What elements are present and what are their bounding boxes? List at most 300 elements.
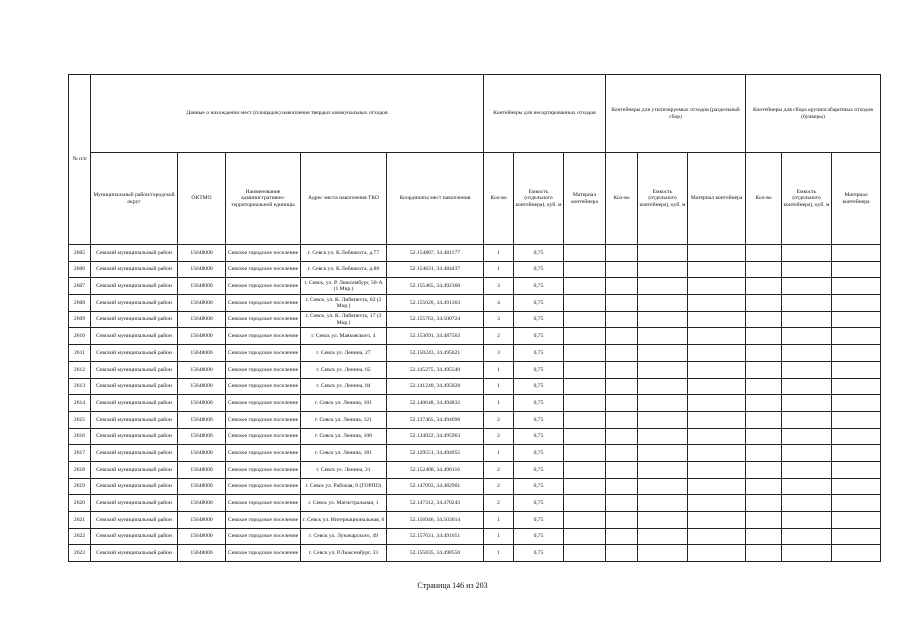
row-unsorted-count: 2 [484, 428, 514, 445]
row-unsorted-count: 1 [484, 445, 514, 462]
header-group-unsorted: Контейнеры для несортированных отходов [484, 75, 606, 153]
row-number: 2607 [69, 278, 91, 295]
row-recycled-capacity [638, 445, 688, 462]
row-unsorted-material [564, 495, 606, 512]
row-settlement: Севское городское поселение [226, 261, 301, 278]
row-recycled-count [606, 261, 638, 278]
row-unsorted-material [564, 345, 606, 362]
row-recycled-material [688, 445, 746, 462]
row-recycled-count [606, 461, 638, 478]
row-bulky-capacity [782, 411, 832, 428]
row-unsorted-count: 1 [484, 378, 514, 395]
row-coords: 52.145275, 34.495540 [387, 361, 484, 378]
row-recycled-material [688, 245, 746, 262]
row-district: Севский муниципальный район [91, 495, 178, 512]
row-district: Севский муниципальный район [91, 311, 178, 328]
row-number: 2616 [69, 428, 91, 445]
row-unsorted-count: 2 [484, 411, 514, 428]
row-district: Севский муниципальный район [91, 545, 178, 562]
row-number: 2613 [69, 378, 91, 395]
table-row [69, 245, 881, 262]
row-coords: 52.157631, 34.491651 [387, 528, 484, 545]
row-coords: 52.140648, 34.494832 [387, 395, 484, 412]
row-bulky-count [746, 278, 782, 295]
row-district: Севский муниципальный район [91, 361, 178, 378]
row-unsorted-count: 3 [484, 278, 514, 295]
row-bulky-material [832, 361, 881, 378]
row-unsorted-material [564, 445, 606, 462]
row-unsorted-capacity: 0,75 [514, 495, 564, 512]
row-bulky-capacity [782, 528, 832, 545]
table-row [69, 428, 881, 445]
row-recycled-count [606, 495, 638, 512]
row-bulky-material [832, 328, 881, 345]
row-address: г. Севск, ул. К. Либкнехта, 62 (2 Мкр.) [301, 295, 387, 312]
row-recycled-count [606, 361, 638, 378]
row-settlement: Севское городское поселение [226, 512, 301, 529]
row-address: г. Севск ул. Ленина, 108 [301, 428, 387, 445]
row-coords: 52.154807, 34.481177 [387, 245, 484, 262]
row-unsorted-material [564, 295, 606, 312]
row-unsorted-count: 1 [484, 528, 514, 545]
row-unsorted-count: 1 [484, 261, 514, 278]
row-bulky-count [746, 445, 782, 462]
row-bulky-material [832, 495, 881, 512]
row-recycled-capacity [638, 411, 688, 428]
row-bulky-material [832, 261, 881, 278]
row-coords: 52.129551, 34.494955 [387, 445, 484, 462]
row-address: г. Севск ул. Рабочая, 9 (ГОРПО) [301, 478, 387, 495]
header-district: Муниципальный район/городской округ [91, 153, 178, 245]
row-address: г. Севск ул. Ленина, 27 [301, 345, 387, 362]
row-address: г. Севск ул. Ленина, 121 [301, 411, 387, 428]
row-bulky-material [832, 528, 881, 545]
row-recycled-material [688, 311, 746, 328]
row-bulky-count [746, 411, 782, 428]
table-row [69, 395, 881, 412]
row-recycled-material [688, 361, 746, 378]
row-unsorted-material [564, 545, 606, 562]
row-recycled-material [688, 545, 746, 562]
header-num: № п/п [69, 75, 91, 245]
table-header [69, 75, 881, 245]
header-address: Адрес места накопления ТКО [301, 153, 387, 245]
row-bulky-material [832, 345, 881, 362]
row-unsorted-material [564, 311, 606, 328]
waste-sites-table [68, 74, 881, 562]
row-settlement: Севское городское поселение [226, 328, 301, 345]
row-unsorted-capacity: 0,75 [514, 545, 564, 562]
row-recycled-material [688, 528, 746, 545]
row-unsorted-count: 1 [484, 361, 514, 378]
row-unsorted-material [564, 411, 606, 428]
row-district: Севский муниципальный район [91, 328, 178, 345]
row-recycled-capacity [638, 495, 688, 512]
row-coords: 52.152408, 34.496116 [387, 461, 484, 478]
row-coords: 52.137465, 34.494696 [387, 411, 484, 428]
row-number: 2609 [69, 311, 91, 328]
row-recycled-material [688, 495, 746, 512]
row-unsorted-material [564, 378, 606, 395]
row-district: Севский муниципальный район [91, 295, 178, 312]
row-bulky-count [746, 512, 782, 529]
header-group-location: Данные о нахождении мест (площадок) накопления твердых коммунальных отходов [91, 75, 484, 153]
row-oktmo: 15648000 [178, 311, 226, 328]
row-address: г. Севск, ул. Р. Люксембург, 56-А (1 Мкр.) [301, 278, 387, 295]
row-district: Севский муниципальный район [91, 528, 178, 545]
row-oktmo: 15648000 [178, 445, 226, 462]
table-row [69, 278, 881, 295]
row-district: Севский муниципальный район [91, 478, 178, 495]
row-recycled-count [606, 545, 638, 562]
row-oktmo: 15648000 [178, 478, 226, 495]
row-oktmo: 15648000 [178, 512, 226, 529]
row-bulky-capacity [782, 378, 832, 395]
row-recycled-count [606, 512, 638, 529]
row-bulky-count [746, 395, 782, 412]
row-unsorted-material [564, 261, 606, 278]
row-bulky-count [746, 361, 782, 378]
row-coords: 52.156946, 34.503014 [387, 512, 484, 529]
row-recycled-material [688, 328, 746, 345]
row-number: 2621 [69, 512, 91, 529]
row-unsorted-count: 2 [484, 328, 514, 345]
row-recycled-material [688, 512, 746, 529]
row-unsorted-capacity: 0,75 [514, 512, 564, 529]
row-oktmo: 15648000 [178, 395, 226, 412]
row-settlement: Севское городское поселение [226, 395, 301, 412]
row-recycled-count [606, 428, 638, 445]
row-oktmo: 15648000 [178, 278, 226, 295]
row-oktmo: 15648000 [178, 361, 226, 378]
table-row [69, 295, 881, 312]
row-coords: 52.155763, 34.500724 [387, 311, 484, 328]
registry-sheet [68, 74, 881, 562]
row-recycled-material [688, 478, 746, 495]
table-row [69, 528, 881, 545]
table-row [69, 361, 881, 378]
row-recycled-material [688, 345, 746, 362]
row-unsorted-material [564, 278, 606, 295]
row-coords: 52.155620, 34.491363 [387, 295, 484, 312]
row-recycled-capacity [638, 478, 688, 495]
row-oktmo: 15648000 [178, 345, 226, 362]
row-bulky-capacity [782, 478, 832, 495]
row-oktmo: 15648000 [178, 428, 226, 445]
row-number: 2614 [69, 395, 91, 412]
row-coords: 52.141240, 34.495828 [387, 378, 484, 395]
row-oktmo: 15648000 [178, 245, 226, 262]
row-unsorted-capacity: 0,75 [514, 361, 564, 378]
row-number: 2611 [69, 345, 91, 362]
header-group-bulky: Контейнеры для сбора крупногабаритных отходов (бункеры) [746, 75, 881, 153]
row-recycled-count [606, 328, 638, 345]
row-unsorted-capacity: 0,75 [514, 295, 564, 312]
row-bulky-count [746, 328, 782, 345]
row-oktmo: 15648000 [178, 378, 226, 395]
row-address: г. Севск ул. Р.Люксембург, 33 [301, 545, 387, 562]
row-recycled-material [688, 461, 746, 478]
row-unsorted-count: 4 [484, 295, 514, 312]
row-recycled-capacity [638, 395, 688, 412]
row-settlement: Севское городское поселение [226, 361, 301, 378]
row-number: 2618 [69, 461, 91, 478]
row-bulky-count [746, 311, 782, 328]
row-bulky-capacity [782, 495, 832, 512]
table-row [69, 328, 881, 345]
row-address: г. Севск ул. Ленина, 65 [301, 361, 387, 378]
row-unsorted-capacity: 0,75 [514, 261, 564, 278]
row-recycled-material [688, 395, 746, 412]
row-oktmo: 15648000 [178, 461, 226, 478]
row-unsorted-material [564, 528, 606, 545]
row-unsorted-count: 2 [484, 461, 514, 478]
row-district: Севский муниципальный район [91, 245, 178, 262]
row-settlement: Севское городское поселение [226, 428, 301, 445]
row-bulky-capacity [782, 512, 832, 529]
row-bulky-capacity [782, 245, 832, 262]
row-recycled-count [606, 445, 638, 462]
header-unsorted-capacity: Емкость (отдельного контейнера), куб. м [514, 153, 564, 245]
row-coords: 52.155835, 34.498550 [387, 545, 484, 562]
row-recycled-count [606, 411, 638, 428]
row-recycled-material [688, 278, 746, 295]
header-group-recycled: Контейнеры для утилизируемых отходов (раздельный сбор) [606, 75, 746, 153]
row-unsorted-capacity: 0,75 [514, 378, 564, 395]
row-coords: 52.153691, 34.487563 [387, 328, 484, 345]
row-address: г. Севск ул. Интернациональная, 6 [301, 512, 387, 529]
row-recycled-capacity [638, 295, 688, 312]
row-address: г. Севск ул. Магистральная, 1 [301, 495, 387, 512]
row-bulky-material [832, 428, 881, 445]
row-oktmo: 15648000 [178, 495, 226, 512]
row-bulky-capacity [782, 278, 832, 295]
row-bulky-capacity [782, 445, 832, 462]
row-recycled-material [688, 378, 746, 395]
row-settlement: Севское городское поселение [226, 278, 301, 295]
row-bulky-count [746, 428, 782, 445]
row-number: 2622 [69, 528, 91, 545]
row-bulky-count [746, 261, 782, 278]
row-unsorted-count: 2 [484, 478, 514, 495]
row-oktmo: 15648000 [178, 295, 226, 312]
row-address: г. Севск ул. Луначарского, 49 [301, 528, 387, 545]
header-unsorted-count: Кол-во [484, 153, 514, 245]
table-row [69, 445, 881, 462]
header-bulky-count: Кол-во [746, 153, 782, 245]
row-recycled-capacity [638, 311, 688, 328]
row-settlement: Севское городское поселение [226, 445, 301, 462]
row-recycled-capacity [638, 461, 688, 478]
row-district: Севский муниципальный район [91, 461, 178, 478]
row-settlement: Севское городское поселение [226, 411, 301, 428]
row-coords: 52.154631, 34.484437 [387, 261, 484, 278]
row-recycled-count [606, 278, 638, 295]
row-bulky-material [832, 461, 881, 478]
row-recycled-capacity [638, 261, 688, 278]
row-recycled-capacity [638, 545, 688, 562]
row-number: 2623 [69, 545, 91, 562]
page-number: Страница 146 из 203 [417, 581, 488, 590]
row-unsorted-count: 2 [484, 495, 514, 512]
row-coords: 52.147093, 34.482901 [387, 478, 484, 495]
row-recycled-material [688, 428, 746, 445]
row-number: 2617 [69, 445, 91, 462]
row-oktmo: 15648000 [178, 545, 226, 562]
row-address: г. Севск ул. Ленина, 101 [301, 395, 387, 412]
row-unsorted-capacity: 0,75 [514, 428, 564, 445]
table-row [69, 545, 881, 562]
row-address: г. Севск ул. Ленина, 21 [301, 461, 387, 478]
header-recycled-capacity: Емкость (отдельного контейнера), куб. м [638, 153, 688, 245]
row-address: г. Севск ул. Ленина, 181 [301, 445, 387, 462]
header-recycled-material: Материал контейнера [688, 153, 746, 245]
row-unsorted-count: 1 [484, 245, 514, 262]
row-unsorted-count: 1 [484, 512, 514, 529]
header-recycled-count: Кол-во [606, 153, 638, 245]
row-bulky-count [746, 461, 782, 478]
row-bulky-material [832, 245, 881, 262]
row-unsorted-capacity: 0,75 [514, 461, 564, 478]
row-settlement: Севское городское поселение [226, 311, 301, 328]
row-unsorted-capacity: 0,75 [514, 411, 564, 428]
row-bulky-capacity [782, 261, 832, 278]
row-settlement: Севское городское поселение [226, 545, 301, 562]
header-oktmo: ОКТМО [178, 153, 226, 245]
row-recycled-capacity [638, 245, 688, 262]
row-address: г. Севск ул. Ленина, 84 [301, 378, 387, 395]
table-body [69, 245, 881, 562]
row-oktmo: 15648000 [178, 411, 226, 428]
row-settlement: Севское городское поселение [226, 378, 301, 395]
row-recycled-material [688, 411, 746, 428]
row-settlement: Севское городское поселение [226, 461, 301, 478]
row-recycled-count [606, 528, 638, 545]
table-row [69, 311, 881, 328]
row-district: Севский муниципальный район [91, 428, 178, 445]
row-number: 2608 [69, 295, 91, 312]
row-recycled-capacity [638, 512, 688, 529]
row-coords: 52.147312, 34.478243 [387, 495, 484, 512]
row-district: Севский муниципальный район [91, 345, 178, 362]
row-number: 2605 [69, 245, 91, 262]
row-address: г. Севск ул. К.Либкнехта, д.88 [301, 261, 387, 278]
row-unsorted-capacity: 0,75 [514, 328, 564, 345]
row-bulky-material [832, 478, 881, 495]
row-settlement: Севское городское поселение [226, 478, 301, 495]
row-bulky-material [832, 378, 881, 395]
row-number: 2612 [69, 361, 91, 378]
row-unsorted-count: 1 [484, 395, 514, 412]
row-bulky-capacity [782, 311, 832, 328]
row-recycled-count [606, 311, 638, 328]
row-recycled-count [606, 395, 638, 412]
row-recycled-count [606, 478, 638, 495]
row-address: г. Севск ул. Маяковского, 4 [301, 328, 387, 345]
row-bulky-count [746, 495, 782, 512]
row-settlement: Севское городское поселение [226, 245, 301, 262]
row-unsorted-material [564, 461, 606, 478]
header-coords: Координаты мест накопления [387, 153, 484, 245]
row-unsorted-capacity: 0,75 [514, 395, 564, 412]
row-oktmo: 15648000 [178, 528, 226, 545]
row-coords: 52.134922, 34.495963 [387, 428, 484, 445]
row-recycled-count [606, 295, 638, 312]
row-oktmo: 15648000 [178, 261, 226, 278]
row-unsorted-material [564, 428, 606, 445]
row-district: Севский муниципальный район [91, 445, 178, 462]
row-unsorted-capacity: 0,75 [514, 478, 564, 495]
row-district: Севский муниципальный район [91, 278, 178, 295]
table-row [69, 461, 881, 478]
table-row [69, 512, 881, 529]
row-recycled-capacity [638, 278, 688, 295]
row-bulky-count [746, 295, 782, 312]
row-unsorted-material [564, 328, 606, 345]
row-unsorted-capacity: 0,75 [514, 311, 564, 328]
row-bulky-material [832, 311, 881, 328]
row-recycled-capacity [638, 528, 688, 545]
row-settlement: Севское городское поселение [226, 495, 301, 512]
row-bulky-material [832, 395, 881, 412]
row-unsorted-material [564, 395, 606, 412]
row-unsorted-capacity: 0,75 [514, 245, 564, 262]
row-settlement: Севское городское поселение [226, 295, 301, 312]
row-bulky-capacity [782, 361, 832, 378]
row-recycled-capacity [638, 361, 688, 378]
table-row [69, 378, 881, 395]
row-unsorted-capacity: 0,75 [514, 528, 564, 545]
row-bulky-capacity [782, 545, 832, 562]
row-unsorted-count: 1 [484, 545, 514, 562]
row-recycled-capacity [638, 328, 688, 345]
row-unsorted-count: 3 [484, 311, 514, 328]
row-number: 2606 [69, 261, 91, 278]
row-unsorted-material [564, 512, 606, 529]
row-settlement: Севское городское поселение [226, 528, 301, 545]
row-bulky-count [746, 528, 782, 545]
row-district: Севский муниципальный район [91, 512, 178, 529]
row-recycled-count [606, 378, 638, 395]
row-district: Севский муниципальный район [91, 411, 178, 428]
row-bulky-material [832, 411, 881, 428]
table-row [69, 478, 881, 495]
row-district: Севский муниципальный район [91, 378, 178, 395]
row-bulky-count [746, 545, 782, 562]
row-unsorted-count: 3 [484, 345, 514, 362]
row-coords: 52.155465, 34.492360 [387, 278, 484, 295]
row-number: 2619 [69, 478, 91, 495]
row-recycled-material [688, 295, 746, 312]
row-recycled-capacity [638, 428, 688, 445]
row-bulky-capacity [782, 461, 832, 478]
row-bulky-material [832, 278, 881, 295]
header-unsorted-material: Материал контейнера [564, 153, 606, 245]
header-settlement: Наименование административно-территориальной единицы [226, 153, 301, 245]
row-recycled-material [688, 261, 746, 278]
row-bulky-material [832, 545, 881, 562]
row-bulky-capacity [782, 428, 832, 445]
row-bulky-material [832, 512, 881, 529]
row-bulky-capacity [782, 345, 832, 362]
row-recycled-capacity [638, 345, 688, 362]
row-unsorted-capacity: 0,75 [514, 278, 564, 295]
row-unsorted-capacity: 0,75 [514, 445, 564, 462]
row-bulky-count [746, 378, 782, 395]
row-address: г. Севск, ул. К. Либкнехта, 17 (3 Мкр.) [301, 311, 387, 328]
row-unsorted-capacity: 0,75 [514, 345, 564, 362]
row-bulky-capacity [782, 328, 832, 345]
